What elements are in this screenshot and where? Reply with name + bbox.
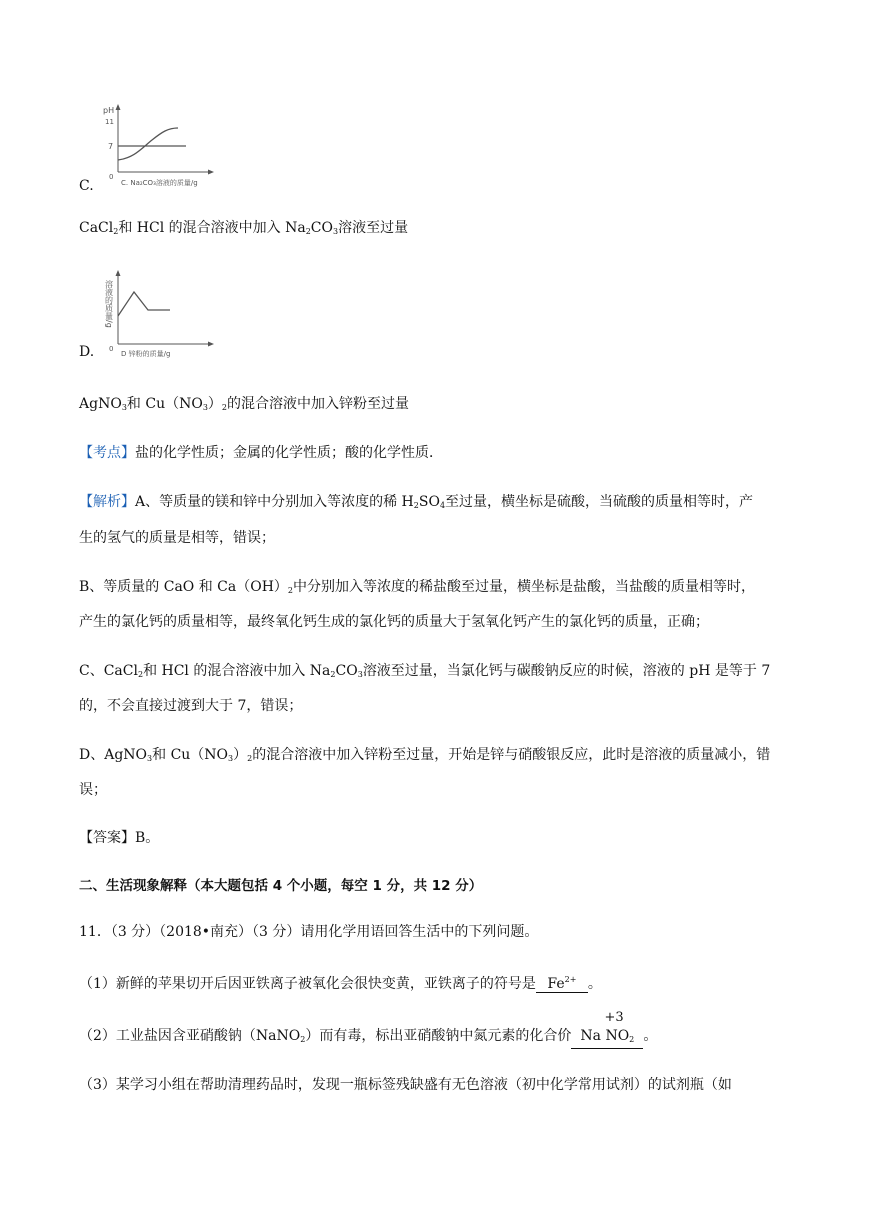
option-c-graph [100,102,220,188]
jiexi-tag: 【解析】 [79,494,135,510]
question-11-part2: （2）工业盐因含亚硝酸钠（NaNO$_2$）而有毒，标出亚硝酸钠中氮元素的化合价 Na +3 $NO_2$ 。 [79,1028,657,1049]
option-d-description: AgNO$_3$和 $Cu(NO_3)_2$的混合溶液中加入锌粉至过量 [79,396,409,412]
section-heading: 二、生活现象解释（本大题包括 4 个小题，每空 1 分，共 12 分） [79,878,483,894]
answer: 【答案】B。 [79,830,160,846]
analysis-b-line2: 产生的氯化钙的质量相等，最终氧化钙生成的氯化钙的质量大于氢氧化钙产生的氯化钙的质量，正确； [79,614,709,630]
graph-c-ymid: 7 [108,142,114,151]
option-c-letter: C. [79,178,94,194]
answer-blank-2: Na +3 $NO_2$ [571,1028,643,1049]
graph-d-ylabel: 溶液的质量/g [104,280,114,328]
analysis-a-line2: 生的氢气的质量是相等，错误； [79,530,275,546]
graph-d-origin: 0 [109,345,114,353]
graph-c-origin: 0 [109,173,114,181]
question-11-part1: （1）新鲜的苹果切开后因亚铁离子被氧化会很快变黄，亚铁离子的符号是 $Fe^{2+}$ 。 [79,972,602,993]
question-11-part3: （3）某学习小组在帮助清理药品时，发现一瓶标签残缺盛有无色溶液（初中化学常用试剂）的试剂瓶（如 [79,1077,732,1093]
graph-d-xlabel: D 锌粉的质量/g [121,350,171,358]
graph-c-ylabel: pH [103,106,115,115]
option-d-graph [100,268,220,360]
graph-c-ytop: 11 [105,118,114,126]
answer-blank-1: $Fe^{2+}$ [536,972,588,993]
option-d-letter: D. [79,344,95,360]
analysis-a-line1: 【解析】A、等质量的镁和锌中分别加入等浓度的稀 $H_2SO_4$至过量，横坐标是硫酸，当硫酸的质量相等时，产 [79,494,754,510]
analysis-b-line1: B、等质量的 CaO 和 $Ca(OH)_2$中分别加入等浓度的稀盐酸至过量，横坐标是盐酸，当盐酸的质量相等时， [79,579,756,595]
analysis-d-line1: D、AgNO$_3$和 $Cu(NO_3)_2$的混合溶液中加入锌粉至过量，开始是锌与硝酸银反应，此时是溶液的质量减小，错 [79,747,771,763]
option-c-description: CaCl$_2$和 HCl 的混合溶液中加入 $Na_2CO_3$溶液至过量 [79,220,409,236]
question-11-stem: 11．（3 分）（2018•南充）（3 分）请用化学用语回答生活中的下列问题。 [79,924,539,940]
analysis-c-line2: 的，不会直接过渡到大于 7，错误； [79,698,303,714]
graph-c-xlabel: C. Na₂CO₃溶液的质量/g [121,179,198,187]
analysis-c-line1: C、CaCl$_2$和 HCl 的混合溶液中加入 $Na_2CO_3$溶液至过量，当氯化钙与碳酸钠反应的时候，溶液的 pH 是等于 7 [79,663,771,679]
kaodian: 【考点】盐的化学性质；金属的化学性质；酸的化学性质． [79,445,443,461]
analysis-d-line2: 误； [79,782,107,798]
kaodian-tag: 【考点】 [79,445,135,461]
